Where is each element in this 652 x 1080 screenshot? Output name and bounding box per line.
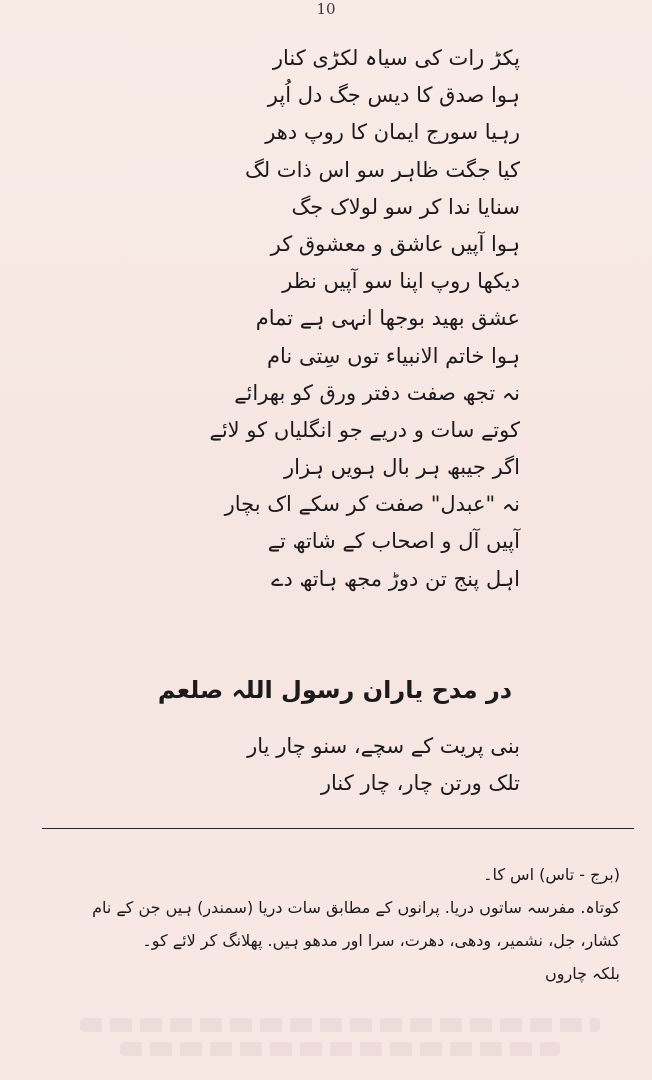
verse-line: تلک ورتن چار، چار کنار — [320, 771, 520, 796]
verse-line: دیکھا روپ اپنا سو آپیں نظر — [282, 269, 520, 294]
section-heading: در مدح یاران رسول اللہ صلعم — [157, 676, 513, 704]
footnotes — [42, 858, 620, 990]
verse-line: عشق بھید بوجھا انہی ہے تمام — [255, 306, 520, 331]
show-through-texture — [120, 1042, 560, 1056]
verse-block-2 — [150, 728, 520, 802]
verse-line: ہوا آپیں عاشق و معشوق کر — [270, 231, 520, 256]
verse-line: ہوا صدق کا دیس جگ دل اُپر — [267, 83, 520, 108]
verse-line: ہوا خاتم الانبیاء توں سِتی نام — [267, 343, 520, 368]
verse-line: اگر جیبھ ہر بال ہویں ہزار — [284, 455, 520, 480]
footnote-line: (برج - تاس) اس کا۔ — [483, 865, 620, 884]
verse-line: نہ "عبدل" صفت کر سکے اک بچار — [224, 492, 520, 517]
verse-line: پکڑ رات کی سیاہ لکڑی کنار — [272, 46, 520, 70]
verse-line: بنی پریت کے سچے، سنو چار یار — [247, 734, 520, 758]
verse-line: کوتے سات و دریے جو انگلیاں کو لائے — [209, 417, 520, 442]
footnote-line: کشار، جل، نشمیر، ودھی، دھرت، سرا اور مدھو ہیں. پھلانگ کر لائے کو۔ — [142, 931, 620, 950]
verse-line: آپیں آل و اصحاب کے شاتھ تے — [267, 529, 520, 554]
verse-line: سنایا ندا کر سو لولاک جگ — [291, 194, 520, 219]
footnote-line: بلکہ چاروں — [544, 964, 620, 983]
show-through-texture — [80, 1018, 600, 1032]
verse-block — [150, 40, 520, 598]
verse-line: رہیا سورج ایمان کا روپ دھر — [265, 120, 520, 145]
verse-line: نہ تجھ صفت دفتر ورق کو بھرائے — [234, 380, 520, 405]
footnote-line: کوتاہ. مفرسہ ساتوں دریا. پرانوں کے مطابق سات دریا (سمندر) ہیں جن کے نام — [92, 898, 620, 917]
verse-line: کیا جگت ظاہر سو اس ذات لگ — [244, 157, 520, 182]
verse-line: اہل پنج تن دوڑ مجھ ہاتھ دے — [271, 566, 520, 591]
page-number: 10 — [316, 0, 336, 18]
footnote-divider — [42, 828, 634, 829]
